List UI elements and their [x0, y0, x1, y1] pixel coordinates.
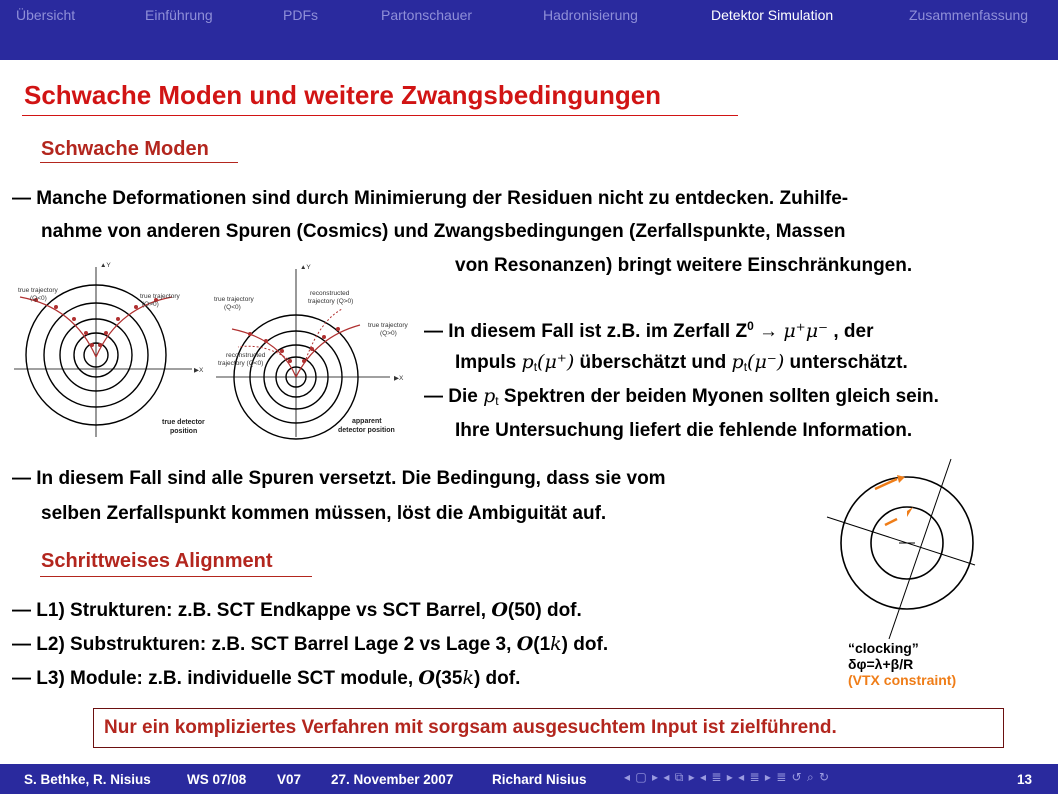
nav-item-uebersicht[interactable]: Übersicht — [16, 7, 76, 23]
footer-semester: WS 07/08 — [187, 772, 247, 787]
paragraph-line: Impuls $p_t(\mu^+)$ überschätzt und $p_t(\mu^-)$ unterschätzt. — [455, 351, 908, 374]
nav-item-detektor-simulation[interactable]: Detektor Simulation — [711, 7, 834, 23]
figure-label: true trajectory — [214, 296, 254, 303]
footer-speaker: Richard Nisius — [492, 772, 587, 787]
x-axis-label: ▶X — [394, 375, 404, 382]
conclusion-box — [93, 708, 1004, 748]
figure-label: true trajectory — [18, 287, 58, 294]
figure-label: reconstructed — [226, 352, 266, 359]
figure-label: true trajectory — [368, 322, 408, 329]
figure-label: trajectory (Q<0) — [218, 360, 264, 367]
paragraph-line: nahme von anderen Spuren (Cosmics) und Zwangsbedingungen (Zerfallspunkte, Massen — [41, 221, 846, 242]
list-item: — L2) Substrukturen: z.B. SCT Barrel Lage 2 vs Lage 3, O(1k) dof. — [12, 633, 609, 655]
footer-authors: S. Bethke, R. Nisius — [24, 772, 151, 787]
figure-label: true detector — [162, 419, 205, 426]
figure-label: true trajectory — [140, 293, 180, 300]
footer-date: 27. November 2007 — [331, 772, 454, 787]
footer-lecture: V07 — [277, 772, 302, 787]
list-item: — L3) Module: z.B. individuelle SCT module, O(35k) dof. — [12, 667, 521, 689]
nav-item-pdfs[interactable]: PDFs — [283, 7, 318, 23]
figure-label: (Q>0) — [380, 330, 397, 337]
paragraph-line: — Die $p_t$ Spektren der beiden Myonen sollten gleich sein. — [424, 385, 939, 408]
slide-title: Schwache Moden und weitere Zwangsbedingungen — [24, 80, 662, 110]
clocking-caption — [848, 640, 956, 688]
paragraph-line: — In diesem Fall ist z.B. im Zerfall $Z^0 \to \mu^+\mu^-$ , der — [424, 319, 874, 342]
paragraph-line: von Resonanzen) bringt weitere Einschränkungen. — [455, 255, 913, 276]
paragraph-line: Ihre Untersuchung liefert die fehlende Information. — [455, 420, 913, 441]
page-number: 13 — [1017, 772, 1033, 787]
clocking-diagram — [815, 455, 980, 640]
figure-label: (Q>0) — [142, 301, 159, 308]
figure-label: detector position — [338, 427, 395, 434]
nav-item-hadronisierung[interactable]: Hadronisierung — [543, 7, 638, 23]
x-axis-label: ▶X — [194, 367, 204, 374]
apparent-detector-diagram — [210, 255, 422, 440]
figure-label: reconstructed — [310, 290, 350, 297]
figure-label: position — [170, 428, 198, 435]
figure-label: apparent — [352, 418, 382, 425]
footer-bar — [0, 764, 1058, 794]
y-axis-label: ▲Y — [300, 264, 311, 271]
title-underline — [22, 115, 738, 116]
nav-item-einfuehrung[interactable]: Einführung — [145, 7, 213, 23]
paragraph-line: selben Zerfallspunkt kommen müssen, löst die Ambiguität auf. — [41, 503, 607, 524]
paragraph-line: — In diesem Fall sind alle Spuren versetzt. Die Bedingung, dass sie vom — [12, 468, 666, 489]
section-underline — [40, 162, 238, 163]
clocking-label: “clocking” — [848, 640, 919, 656]
clocking-formula: δφ=λ+β/R — [848, 656, 914, 672]
section-heading-schrittweises-alignment: Schrittweises Alignment — [41, 550, 273, 572]
nav-item-zusammenfassung[interactable]: Zusammenfassung — [909, 7, 1029, 23]
conclusion-text: Nur ein kompliziertes Verfahren mit sorgsam ausgesuchtem Input ist zielführend. — [104, 717, 837, 738]
paragraph-line: — Manche Deformationen sind durch Minimierung der Residuen nicht zu entdecken. Zuhilfe- — [12, 188, 849, 209]
vtx-constraint-label: (VTX constraint) — [848, 672, 957, 688]
figure-label: trajectory (Q>0) — [308, 298, 354, 305]
top-navigation-bar — [0, 0, 1058, 60]
section-heading-schwache-moden: Schwache Moden — [41, 138, 209, 160]
figure-label: (Q<0) — [224, 304, 241, 311]
figure-label: (Q<0) — [30, 295, 47, 302]
list-item: — L1) Strukturen: z.B. SCT Endkappe vs SCT Barrel, O(50) dof. — [12, 599, 582, 621]
y-axis-label: ▲Y — [100, 262, 111, 269]
beamer-navigation-icons[interactable]: ◂ ▢ ▸ ◂ ⧉ ▸ ◂ ≣ ▸ ◂ ≣ ▸ ≣ ↺ ⌕ ↻ — [624, 770, 831, 784]
true-detector-diagram — [10, 255, 210, 440]
nav-item-partonschauer[interactable]: Partonschauer — [381, 7, 473, 23]
section-underline — [40, 576, 312, 577]
